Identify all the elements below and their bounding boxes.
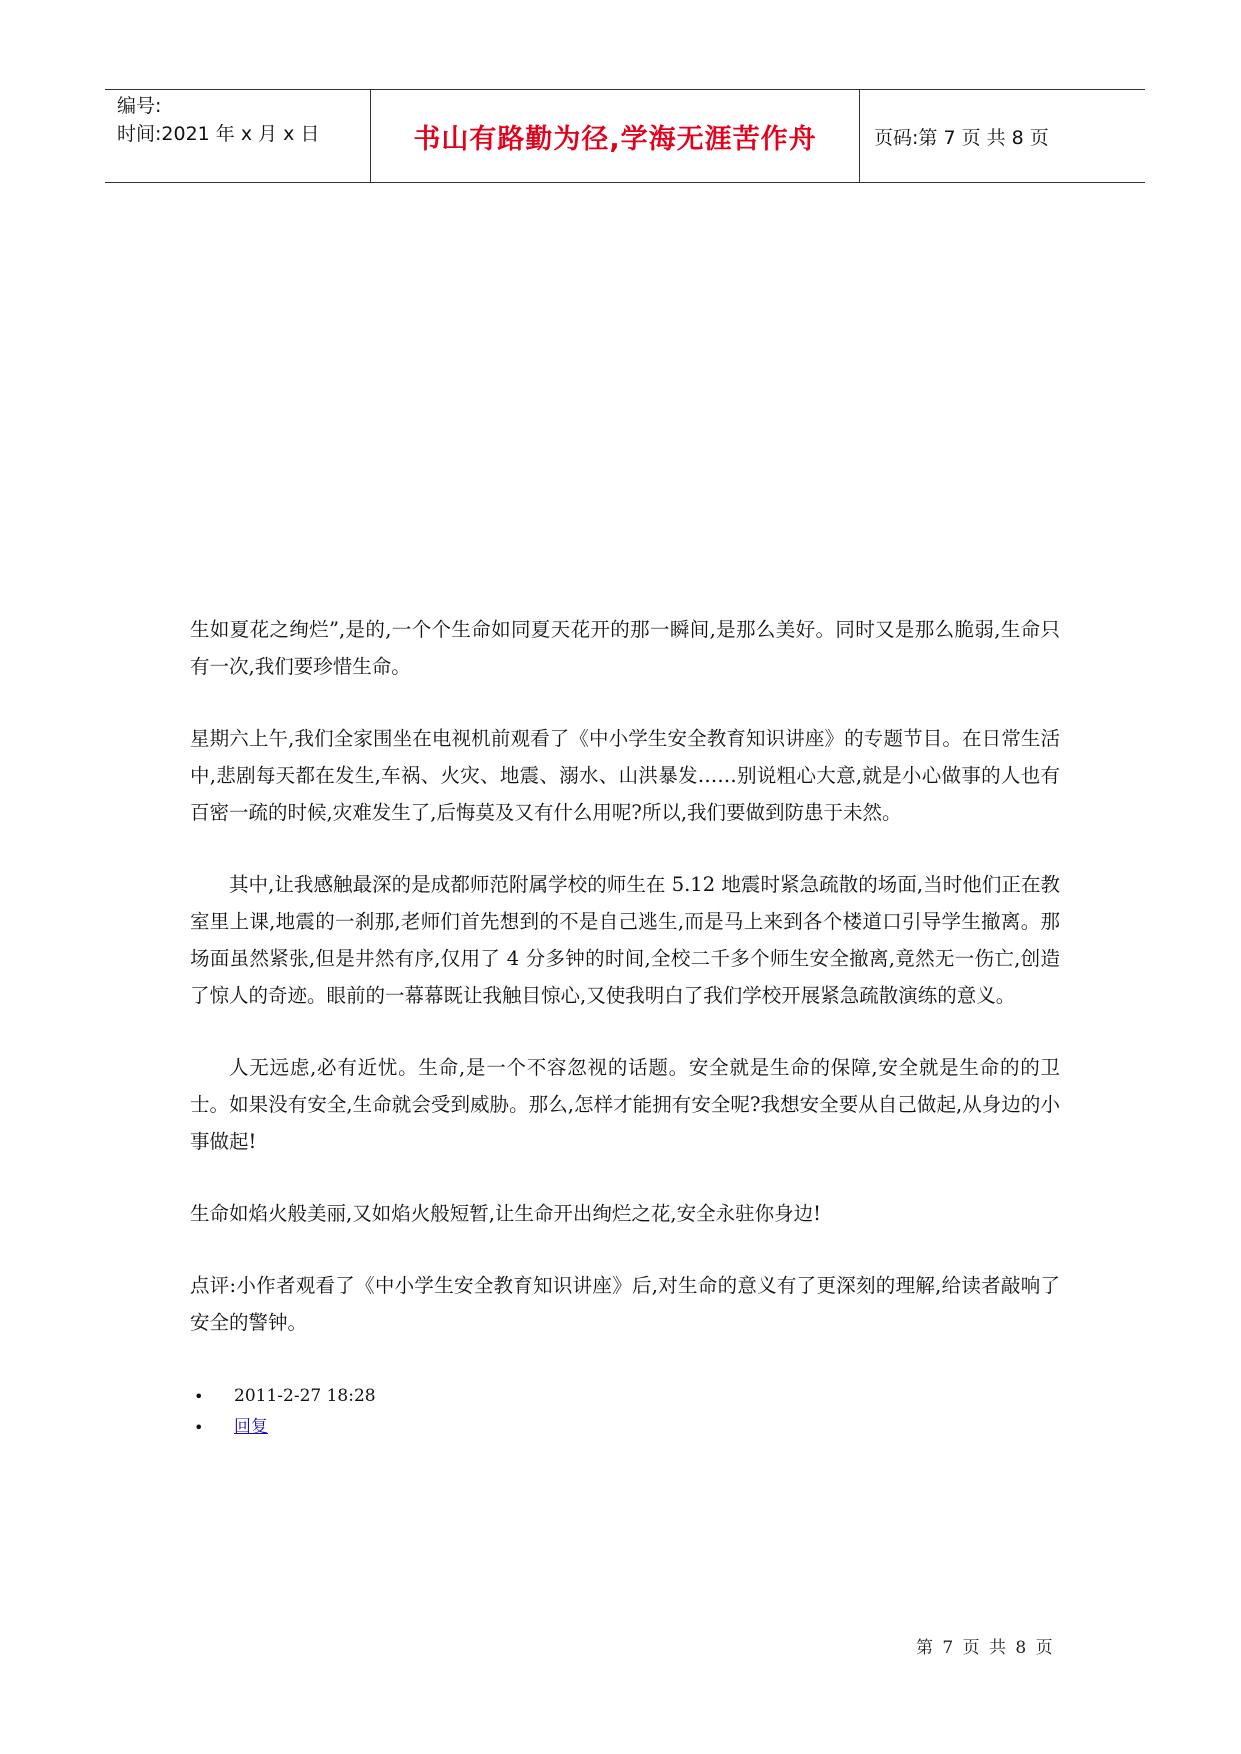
paragraph-comment: 点评:小作者观看了《中小学生安全教育知识讲座》后,对生命的意义有了更深刻的理解,给读者敲响了安全的警钟。 <box>190 1274 1060 1334</box>
paragraph-saturday: 星期六上午,我们全家围坐在电视机前观看了《中小学生安全教育知识讲座》的专题节目。在日常生活中,悲剧每天都在发生,车祸、火灾、地震、溺水、山洪暴发……别说粗心大意,就是小心做事的人也有百密一疏的时候,灾难发生了,后悔莫及又有什么用呢?所以,我们要做到防患于未然。 <box>190 727 1060 824</box>
post-datetime-item <box>190 1381 1060 1412</box>
header-page-info: 页码:第 7 页 共 8 页 <box>874 126 1049 149</box>
page-footer: 第 7 页 共 8 页 <box>916 1638 1055 1658</box>
paragraph-intro: 生如夏花之绚烂”,是的,一个个生命如同夏天花开的那一瞬间,是那么美好。同时又是那么脆弱,生命只有一次,我们要珍惜生命。 <box>190 618 1060 678</box>
document-time-label: 时间:2021 年 x 月 x 日 <box>117 123 320 145</box>
header-meta-cell <box>105 90 370 182</box>
bullet-icon: • <box>194 1387 204 1406</box>
document-number-label: 编号: <box>117 95 162 117</box>
article-body <box>190 611 1060 1443</box>
header-motto-cell <box>370 90 860 182</box>
paragraph-fireworks: 生命如焰火般美丽,又如焰火般短暂,让生命开出绚烂之花,安全永驻你身边! <box>190 1202 821 1225</box>
page-header <box>105 89 1145 183</box>
reply-link[interactable]: 回复 <box>234 1417 268 1437</box>
paragraph-earthquake: 其中,让我感触最深的是成都师范附属学校的师生在 5.12 地震时紧急疏散的场面,当时他们正在教室里上课,地震的一刹那,老师们首先想到的不是自己逃生,而是马上来到各个楼道口引导学生撤离。那场面虽然紧张,但是井然有序,仅用了 4 分多钟的时间,全校二千多个师生安全撤离,竟然无一伤亡,创造了惊人的奇迹。眼前的一幕幕既让我触目惊心,又使我明白了我们学校开展紧急疏散演练的意义。 <box>190 873 1060 1007</box>
paragraph-safety: 人无远虑,必有近忧。生命,是一个不容忽视的话题。安全就是生命的保障,安全就是生命的的卫士。如果没有安全,生命就会受到威胁。那么,怎样才能拥有安全呢?我想安全要从自己做起,从身边的小事做起! <box>190 1056 1060 1153</box>
bullet-icon: • <box>194 1418 204 1437</box>
header-page-cell <box>860 90 1145 182</box>
header-motto: 书山有路勤为径,学海无涯苦作舟 <box>413 123 817 155</box>
reply-item <box>190 1412 1060 1443</box>
post-meta-list <box>190 1381 1060 1443</box>
post-datetime: 2011-2-27 18:28 <box>234 1386 376 1406</box>
